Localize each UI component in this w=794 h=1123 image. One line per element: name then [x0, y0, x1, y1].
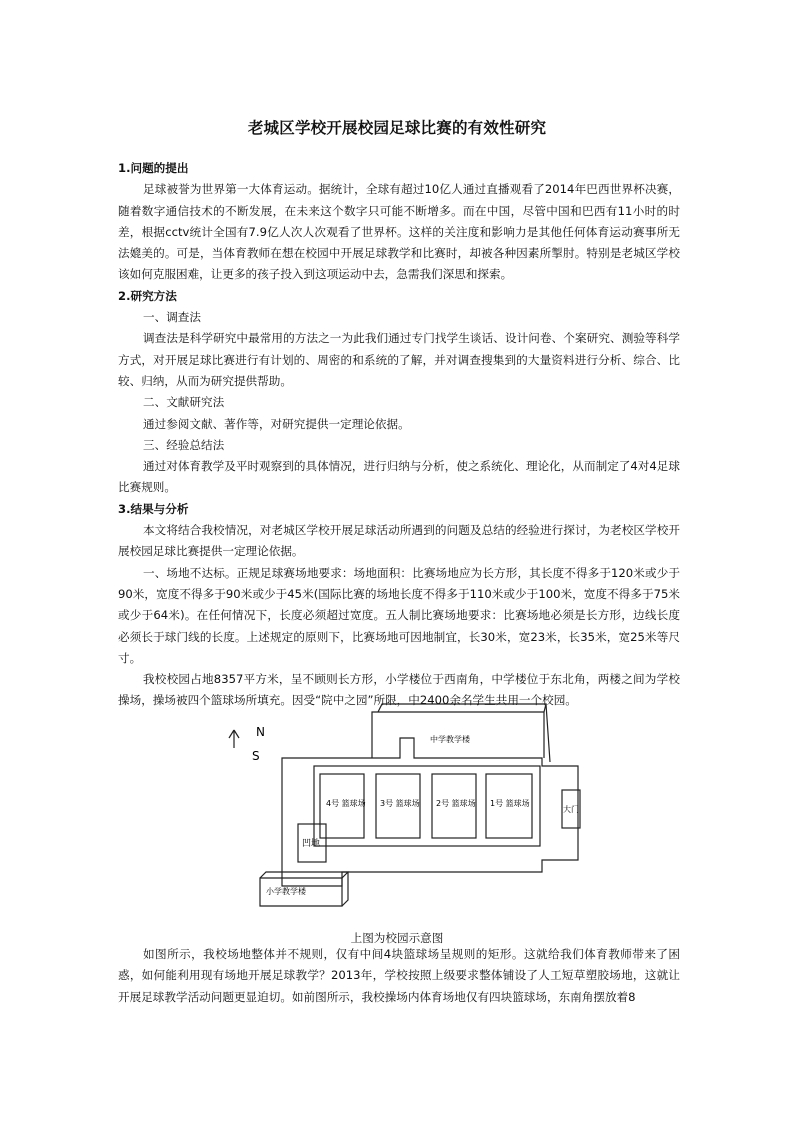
section-problem — [118, 158, 680, 712]
pit-label: 凹地 — [302, 839, 321, 849]
method1-title: 一、调查法 — [143, 310, 201, 325]
court-4-label: 4号 篮球场 — [326, 799, 366, 808]
court-1-label: 1号 篮球场 — [490, 799, 530, 808]
method1-text: 调查法是科学研究中最常用的方法之一为此我们通过专门找学生谈话、设计问卷、个案研究、测验等科学方式，对开展足球比赛进行有计划的、周密的和系统的了解，并对调查搜集到的大量资料进行分析、综合、比较、归纳，从而为研究提供帮助。 — [118, 331, 680, 388]
middle-school-label: 中学教学楼 — [430, 735, 470, 744]
court-3-label: 3号 篮球场 — [380, 799, 420, 808]
page-title: 老城区学校开展校园足球比赛的有效性研究 — [247, 119, 547, 137]
section1-paragraph: 足球被誉为世界第一大体育运动。据统计，全球有超过10亿人通过直播观看了2014年巴西世界杯决赛，随着数字通信技术的不断发展，在未来这个数字只可能不断增多。而在中国，尽管中国和巴西有11小时的时差，根据cctv统计全国有7.9亿人次人次观看了世界杯。这样的关注度和影响力是其他任何体育运动赛事所无法媲美的。可是，当体育教师在想在校园中开展足球教学和比赛时，却被各种因素所掣肘。特别是老城区学校该如何克服困难，让更多的孩子投入到这项运动中去，急需我们深思和探索。 — [118, 182, 680, 282]
closing-paragraph: 如图所示，我校场地整体并不规则，仅有中间4块篮球场呈规则的矩形。这就给我们体育教师带来了困惑，如何能利用现有场地开展足球教学？2013年，学校按照上级要求整体铺设了人工短草塑胶场地，这就让开展足球教学活动问题更显迫切。如前图所示，我校操场内体育场地仅有四块篮球场，东南角摆放着8 — [118, 947, 680, 1004]
campus-boundary — [282, 738, 578, 886]
method3-text: 通过对体育教学及平时观察到的具体情况，进行归纳与分析，使之系统化、理论化，从而制定了4对4足球比赛规则。 — [118, 459, 680, 495]
south-label: S — [252, 749, 260, 763]
method2-text: 通过参阅文献、著作等，对研究提供一定理论依据。 — [143, 416, 410, 431]
section2-heading: 2.研究方法 — [118, 288, 177, 303]
closing-block — [118, 944, 680, 1008]
results-paragraph-2: 一、场地不达标。正规足球赛场地要求：场地面积：比赛场地应为长方形，其长度不得多于120米或少于90米，宽度不得多于90米或少于45米(国际比赛的场地长度不得多于110米或少于100米，宽度不得多于75米或少于64米)。在任何情况下，长度必须超过宽度。五人制比赛场地要求：比赛场地必须是长方形，边线长度必须长于球门线的长度。上述规定的原则下，比赛场地可因地制宜，长30米，宽23米，长35米，宽25米等尺寸。 — [118, 565, 680, 665]
figure-caption: 上图为校园示意图 — [350, 931, 444, 945]
north-arrow-icon — [229, 730, 239, 748]
results-paragraph-1: 本文将结合我校情况，对老城区学校开展足球活动所遇到的问题及总结的经验进行探讨，为老校区学校开展校园足球比赛提供一定理论依据。 — [118, 523, 680, 559]
primary-school-label: 小学教学楼 — [266, 887, 306, 896]
results-paragraph-3: 我校校园占地8357平方米，呈不顾则长方形，小学楼位于西南角，中学楼位于东北角，两楼之间为学校操场，操场被四个篮球场所填充。因受“院中之园”所限，中2400余名学生共用一个校园。 — [118, 672, 680, 708]
method3-title: 三、经验总结法 — [143, 437, 225, 452]
section1-heading: 1.问题的提出 — [118, 161, 189, 175]
method2-title: 二、文献研究法 — [143, 395, 225, 410]
gate-label: 大门 — [563, 805, 579, 814]
campus-sketch — [222, 700, 612, 928]
north-label: N — [256, 725, 265, 739]
court-2-label: 2号 篮球场 — [436, 799, 476, 808]
section3-heading: 3.结果与分析 — [118, 501, 189, 516]
